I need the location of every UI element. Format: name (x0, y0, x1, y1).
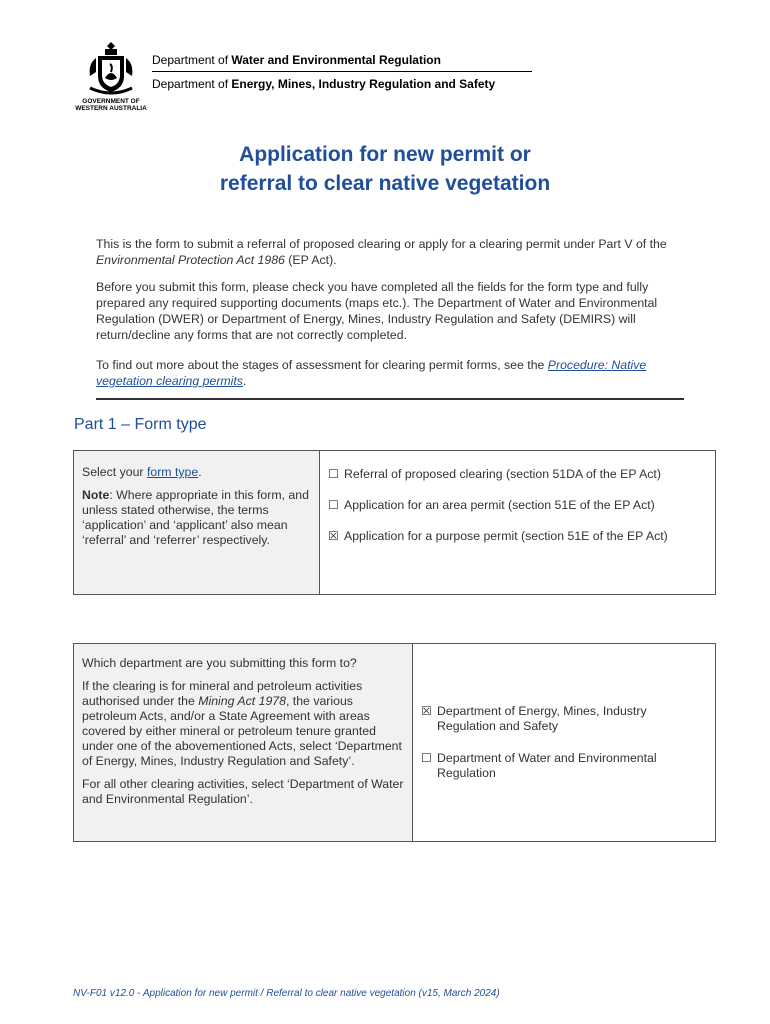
checkbox-referral[interactable]: ☐ (328, 467, 339, 481)
form-title (0, 140, 770, 198)
checkbox-demirs[interactable]: ☒ (421, 704, 432, 718)
form-type-link[interactable]: form type (146, 465, 199, 479)
department-table (73, 643, 716, 842)
department-water-heading: Department of Water and Environmental Regulation (152, 53, 441, 67)
header-divider (152, 71, 532, 72)
option-area-permit[interactable] (328, 498, 707, 513)
option-purpose-permit-label: Application for a purpose permit (section 51E of the EP Act) (344, 529, 668, 543)
option-dwer[interactable] (421, 751, 707, 781)
government-crest-logo (72, 40, 150, 112)
intro-paragraph-1: This is the form to submit a referral of proposed clearing or apply for a clearing permit under Part V of the Environmental Protection Act 1986 (EP Act). (96, 237, 667, 267)
intro-divider (96, 398, 684, 400)
document-footer: NV-F01 v12.0 - Application for new permit / Referral to clear native vegetation (v15, March 2024) (73, 988, 500, 999)
form-type-table (73, 450, 716, 595)
form-type-instructions: Select your form type. Note: Where appropriate in this form, and unless stated otherwise, the terms ‘application’ and ‘applicant’ also mean ‘referral’ and ‘referrer’ respectively. (74, 451, 320, 595)
checkbox-purpose-permit[interactable]: ☒ (328, 529, 339, 543)
gov-line-1: GOVERNMENT OF (82, 98, 140, 105)
procedure-link[interactable]: Procedure: Native vegetation clearing permits (96, 358, 647, 388)
department-energy-heading: Department of Energy, Mines, Industry Regulation and Safety (152, 77, 496, 91)
department-instructions (74, 644, 413, 842)
part-1-heading: Part 1 – Form type (74, 416, 207, 433)
crest-icon (86, 40, 136, 96)
option-purpose-permit[interactable] (328, 529, 707, 544)
form-title-line-2: referral to clear native vegetation (219, 172, 551, 195)
option-demirs-label: Department of Energy, Mines, Industry Regulation and Safety (437, 704, 647, 733)
option-dwer-label: Department of Water and Environmental Regulation (437, 751, 657, 780)
department-options (413, 644, 716, 842)
department-other-note: For all other clearing activities, select ‘Department of Water and Environmental Regulation’. (82, 777, 404, 806)
option-area-permit-label: Application for an area permit (section 51E of the EP Act) (344, 498, 655, 512)
checkbox-area-permit[interactable]: ☐ (328, 498, 339, 512)
intro-paragraph-2: Before you submit this form, please check you have completed all the fields for the form type and fully prepared any required supporting documents (maps etc.). The Department of Water and Environmental Regulation (DWER) or Department of Energy, Mines, Industry Regulation and Safety (DEMIRS) will return/decline any forms that are not correctly completed. (96, 280, 658, 342)
department-mining-note: If the clearing is for mineral and petroleum activities authorised under the Mining Act 1978, the various petroleum Acts, and/or a State Agreement with areas covered by either mineral or petroleum tenure granted under one of the abovementioned Acts, select ‘Department of Energy, Mines, Industry Regulation and Safety’. (82, 679, 402, 768)
option-referral-label: Referral of proposed clearing (section 51DA of the EP Act) (344, 467, 661, 481)
form-type-options (320, 451, 716, 595)
intro-paragraph-3: To find out more about the stages of assessment for clearing permit forms, see the Procedure: Native vegetation clearing permits. (96, 358, 647, 388)
checkbox-dwer[interactable]: ☐ (421, 751, 432, 765)
gov-line-2: WESTERN AUSTRALIA (75, 105, 147, 112)
option-demirs[interactable] (421, 704, 707, 734)
form-title-line-1: Application for new permit or (239, 143, 531, 166)
department-question: Which department are you submitting this form to? (82, 656, 357, 670)
option-referral[interactable] (328, 467, 707, 482)
